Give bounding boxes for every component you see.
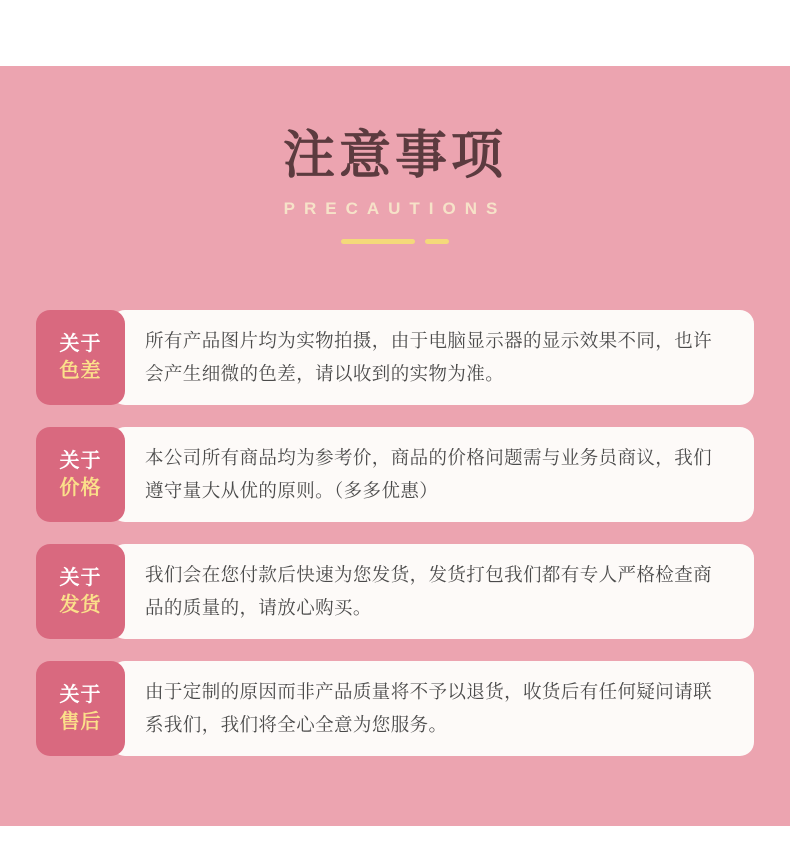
divider-segment-long: [341, 239, 415, 244]
divider-segment-short: [425, 239, 449, 244]
list-item: [36, 427, 754, 522]
precaution-text: 由于定制的原因而非产品质量将不予以退货，收货后有任何疑问请联系我们，我们将全心全意为您服务。: [145, 680, 713, 735]
precaution-body-price: [111, 427, 754, 522]
precaution-text: 所有产品图片均为实物拍摄，由于电脑显示器的显示效果不同，也许会产生细微的色差，请以收到的实物为准。: [145, 329, 713, 384]
precaution-tag-shipping: [36, 544, 125, 639]
page-title: 注意事项: [282, 127, 507, 185]
precaution-text: 我们会在您付款后快速为您发货，发货打包我们都有专人严格检查商品的质量的，请放心购买。: [145, 563, 713, 618]
tag-line-1: 关于: [59, 566, 102, 589]
precaution-tag-color-difference: [36, 310, 125, 405]
tag-line-2: 价格: [59, 476, 102, 499]
precaution-text: 本公司所有商品均为参考价，商品的价格问题需与业务员商议，我们遵守量大从优的原则。（多多优惠）: [145, 446, 713, 501]
precaution-body-color-difference: [111, 310, 754, 405]
list-item: [36, 310, 754, 405]
precaution-body-after-sales: [111, 661, 754, 756]
precaution-tag-after-sales: [36, 661, 125, 756]
page-header: [0, 66, 790, 244]
list-item: [36, 661, 754, 756]
precaution-list: [36, 310, 754, 778]
list-item: [36, 544, 754, 639]
tag-line-1: 关于: [59, 449, 102, 472]
decorative-divider: [341, 239, 449, 244]
tag-line-1: 关于: [59, 683, 102, 706]
tag-line-1: 关于: [59, 332, 102, 355]
page-subtitle: PRECAUTIONS: [283, 199, 507, 219]
precaution-tag-price: [36, 427, 125, 522]
precaution-body-shipping: [111, 544, 754, 639]
tag-line-2: 发货: [59, 593, 102, 616]
tag-line-2: 售后: [59, 710, 102, 733]
tag-line-2: 色差: [59, 359, 102, 382]
